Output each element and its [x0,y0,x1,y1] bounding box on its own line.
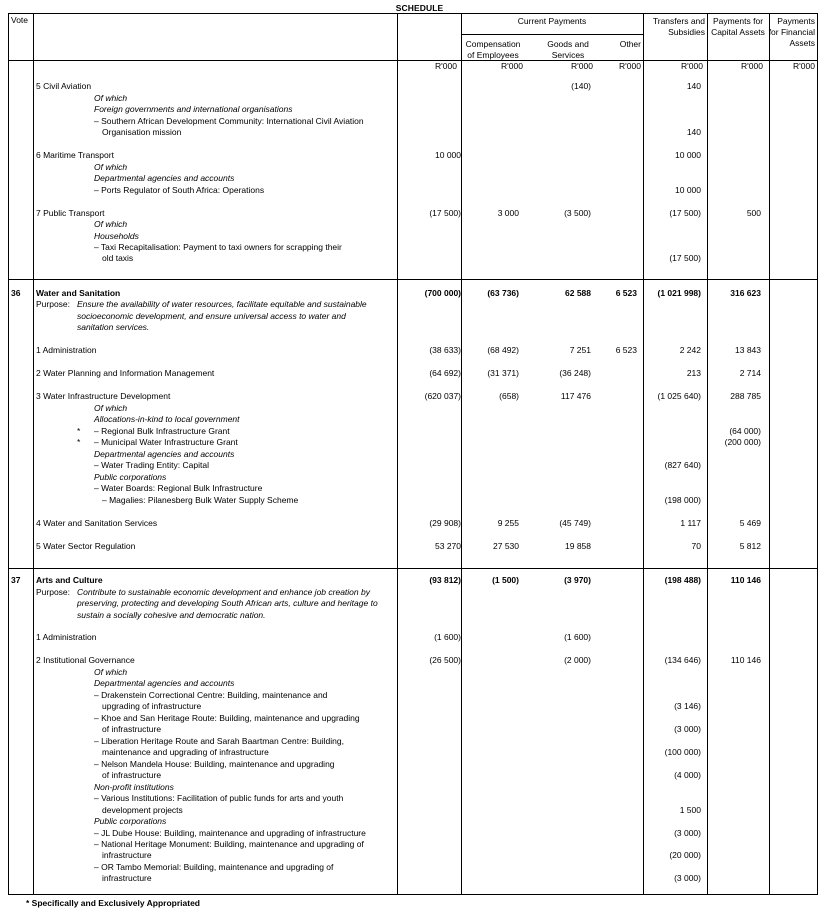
unit-label: R'000 [619,61,641,71]
row-label: development projects [102,805,183,815]
row-label: 2 Institutional Governance [36,655,135,665]
amount-capital: 13 843 [735,345,761,355]
row-label: Allocations-in-kind to local government [94,414,240,424]
appropriation-marker: * [77,426,81,436]
amount-total: (620 037) [424,391,461,401]
section-rule [9,568,817,569]
row-label: upgrading of infrastructure [102,701,202,711]
amount-goods: (2 000) [564,655,591,665]
row-label: Of which [94,219,128,229]
amount-capital: (200 000) [724,437,761,447]
unit-label: R'000 [501,61,523,71]
amount-total: 10 000 [435,150,461,160]
row-label: 5 Water Sector Regulation [36,541,136,551]
amount-goods: (140) [571,81,591,91]
schedule-table [8,13,818,895]
col-divider [397,14,398,894]
row-label: 6 Maritime Transport [36,150,114,160]
header-current-payments: Current Payments [517,16,587,26]
amount-comp: (63 736) [487,288,519,298]
footnote: * Specifically and Exclusively Appropriated [26,898,200,908]
row-label: Of which [94,403,128,413]
header-goods: Services [551,50,585,60]
header-other: Other [619,39,641,49]
amount-capital: 316 623 [730,288,761,298]
row-label: 4 Water and Sanitation Services [36,518,158,528]
amount-goods: 7 251 [569,345,591,355]
amount-transfers: (100 000) [664,747,701,757]
row-label: – Municipal Water Infrastructure Grant [94,437,238,447]
unit-label: R'000 [681,61,703,71]
amount-transfers: 1 500 [679,805,701,815]
row-label: Public corporations [94,472,167,482]
amount-total: (64 692) [429,368,461,378]
row-label: of infrastructure [102,770,162,780]
amount-other: 6 523 [615,345,637,355]
row-label: – Nelson Mandela House: Building, maintenance and upgrading [94,759,335,769]
row-label: Of which [94,162,128,172]
amount-capital: 2 714 [739,368,761,378]
amount-transfers: (3 000) [674,828,701,838]
row-label: – Various Institutions: Facilitation of public funds for arts and youth [94,793,344,803]
amount-goods: (1 600) [564,632,591,642]
row-label: Households [94,231,139,241]
amount-transfers: (3 146) [674,701,701,711]
amount-total: (700 000) [424,288,461,298]
amount-goods: (3 500) [564,208,591,218]
amount-transfers: (134 646) [664,655,701,665]
row-label: – Khoe and San Heritage Route: Building, maintenance and upgrading [94,713,360,723]
row-label: 7 Public Transport [36,208,105,218]
amount-comp: 3 000 [497,208,519,218]
row-label: infrastructure [102,850,152,860]
amount-transfers: (4 000) [674,770,701,780]
row-label: Purpose: [36,587,71,597]
amount-transfers: (198 000) [664,495,701,505]
amount-transfers: 140 [686,127,701,137]
row-label: infrastructure [102,873,152,883]
amount-total: (1 600) [434,632,461,642]
row-label: old taxis [102,253,134,263]
amount-transfers: (20 000) [669,850,701,860]
header-financial: Assets [789,38,815,48]
purpose-text: Ensure the availability of water resources, facilitate equitable and sustainable [77,299,367,309]
amount-transfers: (1 021 998) [657,288,701,298]
row-label: – OR Tambo Memorial: Building, maintenance and upgrading of [94,862,334,872]
amount-transfers: 1 117 [680,518,701,528]
amount-capital: 5 812 [739,541,761,551]
amount-total: (29 908) [429,518,461,528]
amount-transfers: (1 025 640) [657,391,701,401]
row-label: Foreign governments and international organisations [94,104,293,114]
col-divider [707,14,708,894]
amount-comp: (31 371) [487,368,519,378]
row-label: Organisation mission [102,127,182,137]
amount-capital: 110 146 [730,575,761,585]
row-label: 3 Water Infrastructure Development [36,391,171,401]
row-label: Of which [94,667,128,677]
row-label: Water and Sanitation [36,288,121,298]
vote-number: 37 [11,575,21,585]
amount-capital: 500 [746,208,761,218]
row-label: – Magalies: Pilanesberg Bulk Water Supply Scheme [102,495,299,505]
header-vote: Vote [11,15,29,25]
section-rule [9,279,817,280]
amount-goods: 62 588 [565,288,591,298]
row-label: – Ports Regulator of South Africa: Operations [94,185,265,195]
unit-label: R'000 [571,61,593,71]
amount-transfers: (827 640) [664,460,701,470]
amount-total: (38 633) [429,345,461,355]
row-label: Of which [94,93,128,103]
header-financial: Payments [777,16,815,26]
amount-transfers: 10 000 [675,185,701,195]
row-label: Departmental agencies and accounts [94,173,235,183]
amount-total: (93 812) [429,575,461,585]
col-divider [643,14,644,894]
row-label: Non-profit institutions [94,782,174,792]
appropriation-marker: * [77,437,81,447]
amount-goods: 117 476 [560,391,591,401]
purpose-text: Contribute to sustainable economic development and enhance job creation by [77,587,370,597]
amount-other: 6 523 [615,288,637,298]
row-label: – Water Trading Entity: Capital [94,460,209,470]
row-label: 2 Water Planning and Information Management [36,368,215,378]
header-transfers: Subsidies [668,27,705,37]
row-label: – JL Dube House: Building, maintenance and upgrading of infrastructure [94,828,366,838]
row-label: Departmental agencies and accounts [94,449,235,459]
amount-goods: (3 970) [564,575,591,585]
col-divider [461,14,462,894]
row-label: Arts and Culture [36,575,103,585]
amount-comp: (658) [499,391,519,401]
amount-transfers: (3 000) [674,873,701,883]
amount-capital: 288 785 [730,391,761,401]
amount-transfers: (17 500) [669,208,701,218]
row-label: – Taxi Recapitalisation: Payment to taxi owners for scrapping their [94,242,342,252]
amount-transfers: 213 [686,368,701,378]
amount-goods: (36 248) [559,368,591,378]
unit-label: R'000 [435,61,457,71]
amount-goods: (45 749) [559,518,591,528]
amount-total: 53 270 [435,541,461,551]
row-label: of infrastructure [102,724,162,734]
purpose-text: preserving, protecting and developing South African arts, culture and heritage to [77,598,378,608]
row-label: – Water Boards: Regional Bulk Infrastructure [94,483,263,493]
purpose-text: sanitation services. [77,322,150,332]
header-capital: Payments for [712,16,764,26]
header-compensation: of Employees [467,50,519,60]
row-label: – National Heritage Monument: Building, maintenance and upgrading of [94,839,364,849]
amount-goods: 19 858 [565,541,591,551]
row-label: Purpose: [36,299,71,309]
amount-transfers: 140 [686,81,701,91]
header-financial: for Financial [768,27,815,37]
current-payments-rule [461,34,643,35]
amount-transfers: (198 488) [664,575,701,585]
amount-transfers: (17 500) [669,253,701,263]
row-label: Departmental agencies and accounts [94,678,235,688]
row-label: 1 Administration [36,632,97,642]
amount-capital: 110 146 [730,655,761,665]
amount-transfers: (3 000) [674,724,701,734]
header-goods: Goods and [547,39,589,49]
unit-label: R'000 [741,61,763,71]
amount-comp: 9 255 [497,518,519,528]
row-label: – Southern African Development Community: International Civil Aviation [94,116,364,126]
amount-total: (26 500) [429,655,461,665]
row-label: 5 Civil Aviation [36,81,92,91]
row-label: maintenance and upgrading of infrastructure [102,747,269,757]
amount-capital: 5 469 [739,518,761,528]
amount-total: (17 500) [429,208,461,218]
col-divider [769,14,770,894]
amount-comp: (68 492) [487,345,519,355]
amount-transfers: 10 000 [675,150,701,160]
amount-capital: (64 000) [729,426,761,436]
row-label: – Liberation Heritage Route and Sarah Baartman Centre: Building, [94,736,344,746]
amount-comp: 27 530 [493,541,519,551]
row-label: – Regional Bulk Infrastructure Grant [94,426,230,436]
amount-transfers: 70 [691,541,701,551]
amount-comp: (1 500) [492,575,519,585]
purpose-text: socioeconomic development, and ensure universal access to water and [77,311,346,321]
row-label: – Drakenstein Correctional Centre: Building, maintenance and [94,690,328,700]
header-capital: Capital Assets [711,27,765,37]
schedule-title: SCHEDULE [395,3,444,13]
row-label: 1 Administration [36,345,97,355]
col-divider [33,14,34,894]
unit-label: R'000 [793,61,815,71]
header-compensation: Compensation [465,39,521,49]
vote-number: 36 [11,288,21,298]
purpose-text: sustain a socially cohesive and democratic nation. [77,610,266,620]
header-transfers: Transfers and [652,16,705,26]
row-label: Public corporations [94,816,167,826]
amount-transfers: 2 242 [679,345,701,355]
